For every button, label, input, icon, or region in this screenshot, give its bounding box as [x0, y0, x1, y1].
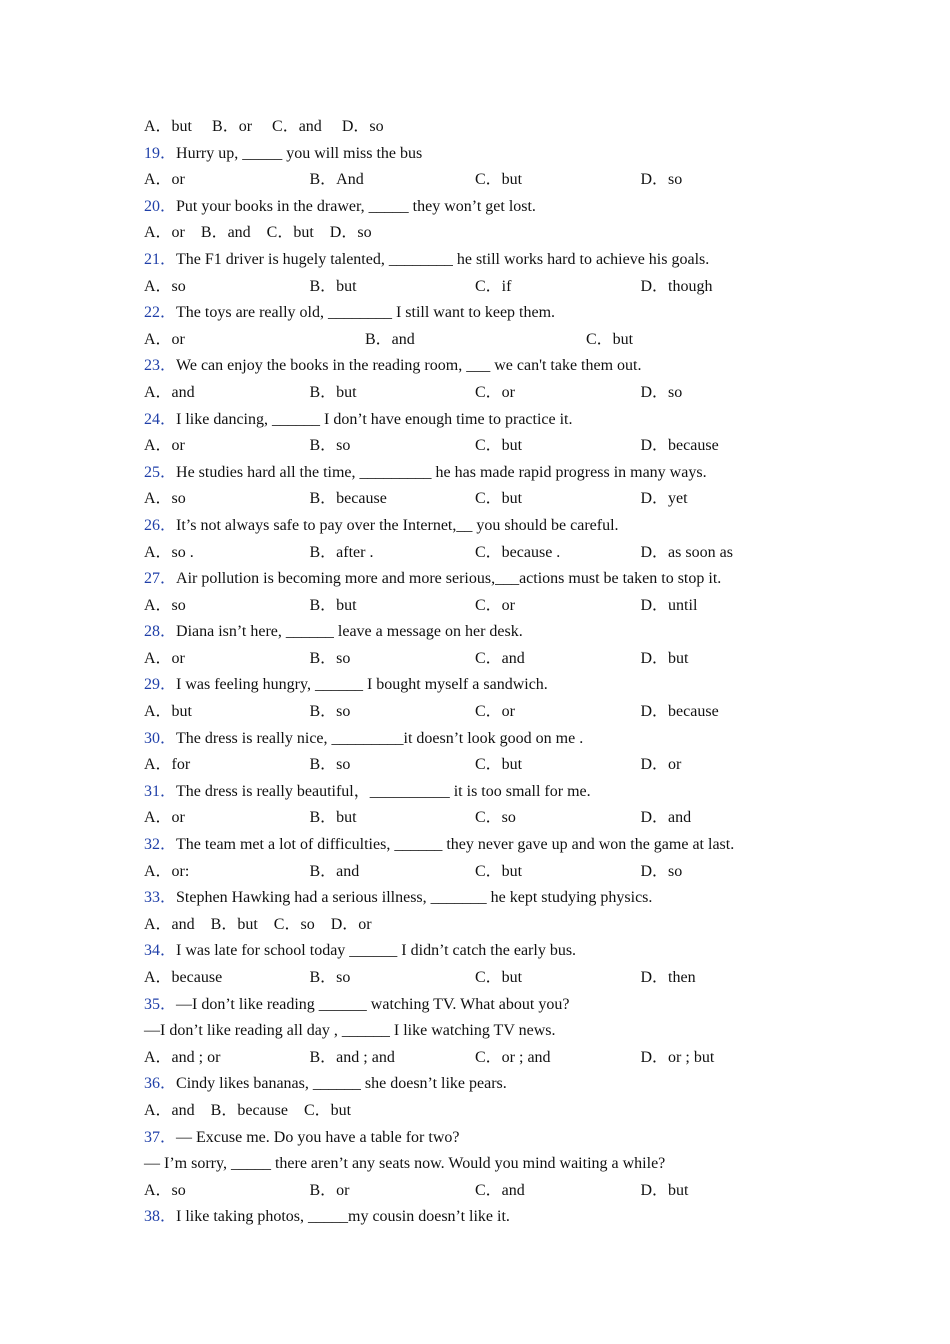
- option-c: C．but: [475, 171, 523, 189]
- options-row: [144, 965, 844, 992]
- question-stem: [144, 779, 844, 806]
- worksheet: [144, 114, 844, 1231]
- question-text: The toys are really old, ________ I still want to keep them.: [176, 304, 556, 322]
- question-text: Cindy likes bananas, ______ she doesn’t like pears.: [176, 1075, 507, 1093]
- question-stem: [144, 619, 844, 646]
- option-a: A．or: [144, 224, 185, 242]
- option-b: B．but: [210, 915, 258, 933]
- question-stem: [144, 1071, 844, 1098]
- question-stem: [144, 460, 844, 487]
- question-stem: [144, 194, 844, 221]
- question-text: We can enjoy the books in the reading room, ___ we can't take them out.: [176, 357, 642, 375]
- options-row: [144, 912, 844, 939]
- question-number: 19．: [144, 144, 177, 162]
- option-a: A．because: [144, 969, 223, 986]
- option-b: B．so: [309, 756, 351, 774]
- option-a: A．or: [144, 171, 185, 189]
- question-stem: [144, 1204, 844, 1231]
- option-d: D．but: [640, 649, 689, 667]
- option-c: C．but: [475, 756, 523, 774]
- option-b: B．but: [309, 277, 357, 295]
- question-text: The team met a lot of difficulties, ______ they never gave up and won the game at last.: [176, 836, 735, 854]
- question-list: [144, 141, 844, 1231]
- question-text: Diana isn’t here, ______ leave a message on her desk.: [176, 623, 523, 641]
- question-text: The F1 driver is hugely talented, ________ he still works hard to achieve his goals.: [176, 250, 710, 268]
- question-stem: [144, 1125, 844, 1152]
- question-number: 22．: [144, 304, 177, 322]
- option-c: C．but: [586, 330, 634, 348]
- option-a: A．so: [144, 1181, 186, 1199]
- option-b: B．or: [212, 118, 253, 135]
- question-number: 33．: [144, 889, 177, 907]
- question-stem: [144, 407, 844, 434]
- question-number: 32．: [144, 836, 177, 854]
- option-a: A．or: [144, 649, 185, 667]
- options-row: [144, 805, 844, 832]
- question-text: I like taking photos, _____my cousin doesn’t like it.: [176, 1208, 510, 1226]
- option-c: C．if: [475, 277, 512, 295]
- question-number: 38．: [144, 1208, 177, 1226]
- option-c: C．but: [266, 224, 314, 242]
- option-a: A．for: [144, 756, 191, 774]
- option-d: D．though: [640, 277, 713, 295]
- option-c: C．so: [475, 809, 516, 827]
- option-d: D．so: [341, 118, 384, 135]
- options-row: [144, 699, 844, 726]
- option-d: D．or: [330, 915, 372, 933]
- question-text: Hurry up, _____ you will miss the bus: [176, 144, 423, 162]
- question-text: Stephen Hawking had a serious illness, _______ he kept studying physics.: [176, 889, 653, 907]
- options-row: [144, 220, 844, 247]
- option-b: B．but: [309, 596, 357, 614]
- options-row: [144, 1098, 844, 1125]
- question-text: He studies hard all the time, _________ he has made rapid progress in many ways.: [176, 463, 707, 481]
- question-stem: [144, 566, 844, 593]
- option-a: A．or: [144, 330, 185, 348]
- option-b: B．but: [309, 809, 357, 827]
- option-a: A．but: [144, 118, 193, 135]
- options-row: [144, 752, 844, 779]
- question-text: The dress is really beautiful，__________ it is too small for me.: [176, 782, 591, 800]
- option-c: C．but: [475, 969, 523, 986]
- question-dialogue-line: — I’m sorry, _____ there aren’t any seats now. Would you mind waiting a while?: [144, 1155, 666, 1173]
- option-c: C．because .: [475, 543, 561, 561]
- option-a: A．or: [144, 437, 185, 455]
- question-number: 21．: [144, 250, 177, 268]
- options-row: [144, 274, 844, 301]
- option-b: B．so: [309, 437, 351, 455]
- option-c: C．or: [475, 703, 516, 721]
- options-row: [144, 1045, 844, 1072]
- question-text: I was late for school today ______ I didn’t catch the early bus.: [176, 942, 577, 960]
- option-b: B．and: [309, 862, 360, 880]
- option-b: B．so: [309, 703, 351, 721]
- question-number: 30．: [144, 729, 177, 747]
- option-b: B．because: [210, 1101, 288, 1119]
- option-d: D．because: [640, 437, 719, 455]
- option-d: D．as soon as: [640, 543, 733, 561]
- option-b: B．so: [309, 969, 351, 986]
- option-b: B．but: [309, 383, 357, 401]
- options-row: [144, 327, 844, 354]
- question-number: 28．: [144, 623, 177, 641]
- option-d: D．so: [640, 383, 683, 401]
- option-d: D．so: [329, 224, 372, 242]
- option-d: D．because: [640, 703, 719, 721]
- question-number: 26．: [144, 516, 177, 534]
- option-c: C．but: [475, 437, 523, 455]
- option-a: A．and ; or: [144, 1048, 221, 1066]
- question-text: — Excuse me. Do you have a table for two?: [176, 1128, 460, 1146]
- option-c: C．so: [273, 915, 315, 933]
- question-stem: [144, 938, 844, 965]
- option-d: D．and: [640, 809, 692, 827]
- options-row: [144, 859, 844, 886]
- question-stem: [144, 353, 844, 380]
- option-d: D．then: [640, 969, 696, 986]
- option-b: B．because: [309, 490, 387, 508]
- question-text: Put your books in the drawer, _____ they won’t get lost.: [176, 197, 536, 215]
- options-row: [144, 1178, 844, 1205]
- option-c: C．and: [272, 118, 322, 135]
- question-number: 34．: [144, 942, 177, 960]
- option-b: B．or: [309, 1181, 350, 1199]
- question-number: 29．: [144, 676, 177, 694]
- options-row: [144, 593, 844, 620]
- option-c: C．but: [303, 1101, 352, 1119]
- option-a: A．or: [144, 809, 185, 827]
- options-row: [144, 167, 844, 194]
- question-stem: [144, 726, 844, 753]
- question-text: I was feeling hungry, ______ I bought myself a sandwich.: [176, 676, 548, 694]
- question-number: 36．: [144, 1075, 177, 1093]
- option-b: B．after .: [309, 543, 374, 561]
- option-c: C．and: [475, 649, 525, 667]
- options-row: [144, 433, 844, 460]
- option-c: C．or ; and: [475, 1048, 551, 1066]
- question-number: 20．: [144, 197, 177, 215]
- option-b: B．and: [365, 330, 415, 348]
- question-number: 31．: [144, 782, 177, 800]
- question-number: 37．: [144, 1128, 177, 1146]
- question-number: 23．: [144, 357, 177, 375]
- question-text: It’s not always safe to pay over the Internet,__ you should be careful.: [176, 516, 619, 534]
- question-stem: [144, 141, 844, 168]
- question-stem: [144, 247, 844, 274]
- option-c: C．or: [475, 383, 516, 401]
- option-d: D．yet: [640, 490, 688, 508]
- options-row: [144, 486, 844, 513]
- option-a: A．but: [144, 703, 193, 721]
- question-number: 24．: [144, 410, 177, 428]
- option-a: A．so .: [144, 543, 194, 561]
- option-a: A．so: [144, 596, 186, 614]
- option-a: A．and: [144, 383, 195, 401]
- option-d: D．or ; but: [640, 1048, 715, 1066]
- question-text: The dress is really nice, _________it doesn’t look good on me .: [176, 729, 584, 747]
- question-text: —I don’t like reading ______ watching TV. What about you?: [176, 995, 570, 1013]
- options-row: [144, 646, 844, 673]
- option-d: D．so: [640, 171, 683, 189]
- option-a: A．and: [144, 1101, 195, 1119]
- option-b: B．And: [309, 171, 364, 189]
- question-stem: [144, 513, 844, 540]
- option-d: D．but: [640, 1181, 689, 1199]
- question-stem: [144, 300, 844, 327]
- option-c: C．or: [475, 596, 516, 614]
- option-b: B．so: [309, 649, 351, 667]
- question-number: 25．: [144, 463, 177, 481]
- question-dialogue-line: —I don’t like reading all day , ______ I like watching TV news.: [144, 1022, 556, 1040]
- question-text: I like dancing, ______ I don’t have enough time to practice it.: [176, 410, 573, 428]
- options-row: [144, 380, 844, 407]
- option-b: B．and ; and: [309, 1048, 395, 1066]
- option-d: D．until: [640, 596, 698, 614]
- options-row: [144, 540, 844, 567]
- option-a: A．so: [144, 490, 186, 508]
- options-row-top: [144, 114, 844, 141]
- question-stem: [144, 992, 844, 1019]
- option-a: A．and: [144, 915, 195, 933]
- option-c: C．and: [475, 1181, 525, 1199]
- option-d: D．so: [640, 862, 683, 880]
- option-c: C．but: [475, 862, 523, 880]
- question-number: 27．: [144, 570, 177, 588]
- option-a: A．so: [144, 277, 186, 295]
- question-stem: [144, 885, 844, 912]
- question-number: 35．: [144, 995, 177, 1013]
- option-a: A．or:: [144, 862, 190, 880]
- option-d: D．or: [640, 756, 682, 774]
- question-stem: [144, 832, 844, 859]
- question-text: Air pollution is becoming more and more serious,___actions must be taken to stop it.: [176, 570, 722, 588]
- option-c: C．but: [475, 490, 523, 508]
- option-b: B．and: [200, 224, 251, 242]
- question-stem: [144, 672, 844, 699]
